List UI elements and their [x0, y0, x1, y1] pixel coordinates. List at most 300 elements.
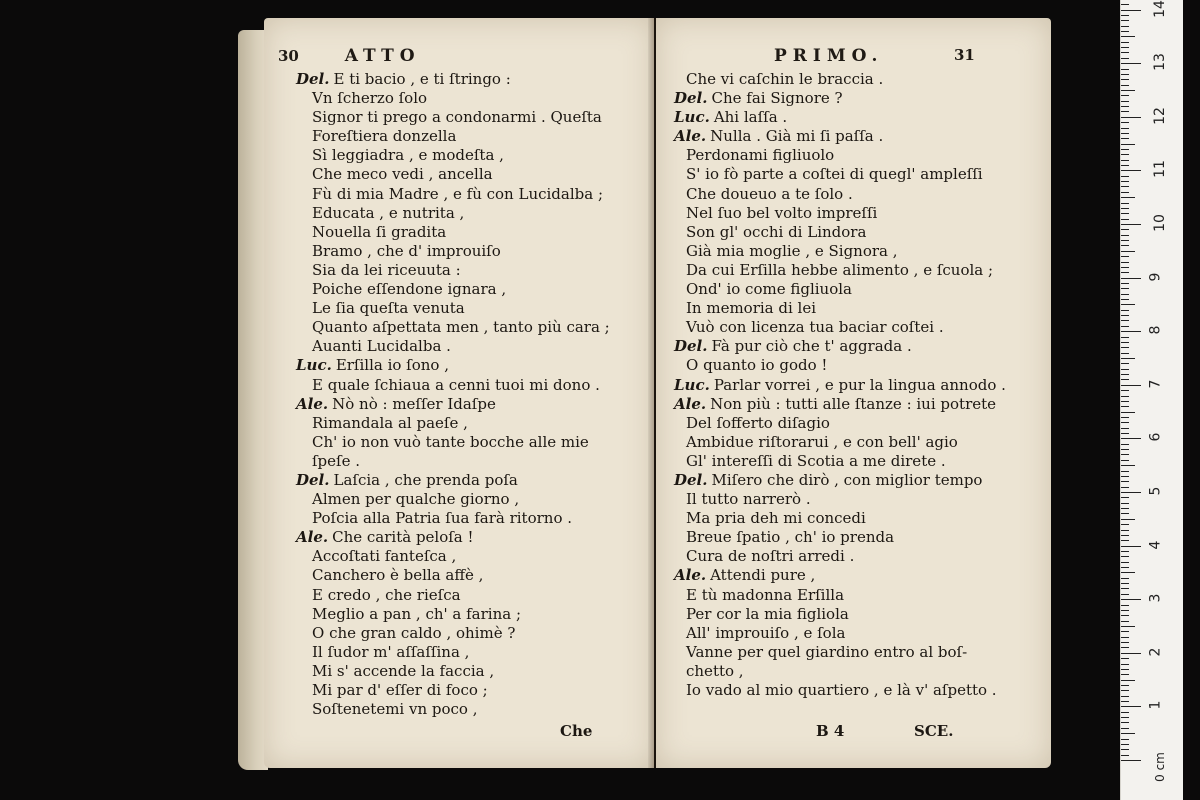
ruler-tick: [1121, 465, 1135, 466]
verse-text: Che vi caſchin le braccia .: [686, 70, 884, 88]
ruler-tick: [1121, 653, 1141, 654]
left-page-number: 30: [278, 47, 299, 65]
ruler-tick: [1121, 572, 1135, 573]
ruler-tick: [1121, 90, 1135, 91]
verse-text: Sia da lei riceuuta :: [312, 260, 461, 279]
text-line: [656, 337, 1051, 356]
verse-text: O quanto io godo !: [686, 356, 828, 375]
ruler-label: 10: [1151, 214, 1168, 232]
text-line: [264, 662, 654, 681]
text-line: [264, 586, 654, 605]
verse-text: Son gl' occhi di Lindora: [686, 222, 867, 241]
text-line: [656, 547, 1051, 566]
ruler-label: 1: [1147, 700, 1164, 710]
verse-text: Foreſtiera donzella: [312, 127, 457, 146]
ruler-tick: [1121, 567, 1129, 568]
text-line: [264, 185, 654, 204]
text-line: [656, 185, 1051, 204]
ruler-tick: [1121, 647, 1129, 648]
ruler-tick: [1121, 213, 1129, 214]
ruler-label: 5: [1147, 486, 1164, 496]
verse-text: Che carità peloſa !: [332, 528, 474, 547]
ruler-tick: [1121, 149, 1129, 150]
ruler-tick: [1121, 642, 1129, 643]
ruler-tick: [1121, 4, 1129, 5]
ruler-tick: [1121, 31, 1129, 32]
right-page-number: 31: [954, 46, 975, 64]
ruler-tick: [1121, 760, 1141, 761]
ruler-tick: [1121, 744, 1129, 745]
text-line: [264, 624, 654, 643]
ruler-tick: [1121, 240, 1129, 241]
text-line: [264, 223, 654, 242]
ruler-tick: [1121, 315, 1129, 316]
left-page-text: [264, 70, 654, 719]
ruler-tick: [1121, 755, 1129, 756]
ruler-tick: [1121, 481, 1129, 482]
ruler-tick: [1121, 621, 1129, 622]
ruler-tick: [1121, 417, 1129, 418]
text-line: [264, 89, 654, 108]
right-page-running-title: PRIMO.: [774, 46, 884, 66]
ruler-label: 2: [1147, 647, 1164, 657]
text-line: [656, 643, 1051, 662]
ruler-tick: [1121, 588, 1129, 589]
verse-text: Il tutto narrerò .: [686, 490, 811, 509]
ruler-tick: [1121, 101, 1129, 102]
ruler-label: 14: [1151, 0, 1168, 18]
verse-text: Bramo , che d' improuiſo: [312, 241, 501, 260]
ruler-unit: 0 cm: [1152, 752, 1167, 782]
verse-text: Mi s' accende la faccia ,: [312, 661, 495, 680]
text-line: [264, 337, 654, 356]
left-page-running-title: ATTO: [344, 46, 421, 66]
ruler-tick: [1121, 181, 1129, 182]
ruler-tick: [1121, 615, 1129, 616]
verse-text: Per cor la mia figliola: [686, 604, 849, 623]
ruler-tick: [1121, 626, 1135, 627]
verse-text: Canchero è bella affè ,: [312, 566, 484, 585]
left-page: [264, 18, 654, 768]
ruler-tick: [1121, 272, 1129, 273]
ruler-tick: [1121, 294, 1129, 295]
verse-text: Parlar vorrei , e pur la lingua annodo .: [713, 375, 1006, 394]
ruler-tick: [1121, 42, 1129, 43]
speaker-label: Ale.: [674, 127, 707, 146]
ruler-tick: [1121, 605, 1129, 606]
ruler-tick: [1121, 444, 1129, 445]
verse-text: Signor ti prego a condonarmi . Queſta: [312, 108, 602, 127]
ruler-tick: [1121, 749, 1129, 750]
ruler-tick: [1121, 342, 1129, 343]
text-line: [656, 681, 1051, 700]
ruler-tick: [1121, 347, 1129, 348]
ruler-tick: [1121, 267, 1129, 268]
ruler-tick: [1121, 353, 1129, 354]
ruler-tick: [1121, 428, 1129, 429]
ruler-tick: [1121, 219, 1129, 220]
verse-text: Ahi laſſa .: [713, 108, 788, 127]
ruler-tick: [1121, 256, 1129, 257]
verse-text: Nel ſuo bel volto impreſſi: [686, 203, 878, 222]
text-line: [656, 586, 1051, 605]
ruler-tick: [1121, 497, 1129, 498]
ruler-tick: [1121, 706, 1141, 707]
ruler-tick: [1121, 513, 1129, 514]
verse-text: E credo , che rieſca: [312, 585, 461, 604]
ruler-tick: [1121, 492, 1141, 493]
text-line: [656, 528, 1051, 547]
text-line: [264, 490, 654, 509]
ruler-tick: [1121, 674, 1129, 675]
ruler-tick: [1121, 144, 1135, 145]
ruler-tick: [1121, 685, 1129, 686]
right-page-signature: B 4: [816, 722, 845, 740]
verse-text: Vuò con licenza tua baciar coſtei .: [686, 318, 944, 337]
verse-text: S' io fò parte a coſtei di quegl' ampleſſi: [686, 165, 983, 184]
verse-text: Meglio a pan , ch' a farina ;: [312, 604, 522, 623]
ruler-tick: [1121, 235, 1129, 236]
ruler-tick: [1121, 460, 1129, 461]
text-line: [656, 89, 1051, 108]
text-line: [264, 108, 654, 127]
verse-text: Nouella ſi gradita: [312, 222, 447, 241]
verse-text: Che doueuo a te ſolo .: [686, 184, 853, 203]
text-line: [264, 376, 654, 395]
ruler-tick: [1121, 85, 1129, 86]
ruler-tick: [1121, 487, 1129, 488]
ruler-tick: [1121, 701, 1129, 702]
speaker-label: Del.: [296, 70, 330, 88]
ruler-tick: [1121, 251, 1135, 252]
ruler-tick: [1121, 385, 1141, 386]
text-line: [656, 452, 1051, 471]
verse-text: Miſero che dirò , con miglior tempo: [711, 470, 983, 489]
verse-text: Perdonami figliuolo: [686, 146, 835, 165]
verse-text: Attendi pure ,: [710, 566, 816, 585]
ruler-label: 6: [1147, 432, 1164, 442]
verse-text: Gl' intereſſi di Scotia a me direte .: [686, 451, 946, 470]
text-line: [656, 127, 1051, 146]
verse-text: Nò nò : meſſer Idaſpe: [332, 394, 496, 413]
ruler-tick: [1121, 36, 1135, 37]
text-line: [656, 605, 1051, 624]
ruler-tick: [1121, 160, 1129, 161]
ruler-tick: [1121, 406, 1129, 407]
speaker-label: Ale.: [296, 528, 329, 547]
ruler-tick: [1121, 278, 1141, 279]
text-line: [264, 395, 654, 414]
verse-text: O che gran caldo , ohimè ?: [312, 623, 516, 642]
text-line: [656, 395, 1051, 414]
verse-text: Vn ſcherzo ſolo: [312, 89, 428, 108]
ruler-tick: [1121, 245, 1129, 246]
ruler-tick: [1121, 669, 1129, 670]
ruler-label: 7: [1147, 379, 1164, 389]
text-line: [656, 204, 1051, 223]
ruler-tick: [1121, 47, 1129, 48]
left-page-catchword: Che: [560, 722, 593, 740]
text-line: [656, 414, 1051, 433]
ruler-tick: [1121, 122, 1129, 123]
ruler-tick: [1121, 390, 1129, 391]
right-page-text: [656, 70, 1051, 700]
ruler-tick: [1121, 690, 1129, 691]
ruler-tick: [1121, 535, 1129, 536]
text-line: [264, 165, 654, 184]
ruler-tick: [1121, 10, 1141, 11]
text-line: [656, 299, 1051, 318]
ruler-tick: [1121, 508, 1129, 509]
verse-text: Soſtenetemi vn poco ,: [312, 700, 478, 719]
ruler-tick: [1121, 717, 1129, 718]
verse-text: Fù di mia Madre , e fù con Lucidalba ;: [312, 184, 604, 203]
verse-text: Poiche eſſendone ignara ,: [312, 280, 507, 299]
text-line: [656, 509, 1051, 528]
ruler-tick: [1121, 664, 1129, 665]
text-line: [264, 204, 654, 223]
ruler-tick: [1121, 326, 1129, 327]
ruler-tick: [1121, 728, 1129, 729]
text-line: [656, 356, 1051, 375]
ruler-tick: [1121, 128, 1129, 129]
ruler-tick: [1121, 20, 1129, 21]
ruler-tick: [1121, 63, 1141, 64]
text-line: [656, 165, 1051, 184]
text-line: [264, 318, 654, 337]
text-line: [656, 146, 1051, 165]
ruler-tick: [1121, 304, 1135, 305]
ruler-tick: [1121, 58, 1129, 59]
verse-text: Ma pria deh mi concedi: [686, 509, 866, 528]
speaker-label: Del.: [674, 337, 708, 356]
ruler-tick: [1121, 578, 1129, 579]
ruler-tick: [1121, 449, 1129, 450]
ruler-tick: [1121, 337, 1129, 338]
left-page-header: [278, 46, 648, 66]
text-line: [656, 490, 1051, 509]
text-line: [264, 566, 654, 585]
ruler-tick: [1121, 117, 1141, 118]
ruler-tick: [1121, 154, 1129, 155]
ruler-label: 13: [1151, 53, 1168, 72]
text-line: [656, 376, 1051, 395]
verse-text: Sì leggiadra , e modeſta ,: [312, 146, 504, 165]
verse-text: Io vado al mio quartiero , e là v' aſpetto .: [686, 681, 997, 699]
ruler-tick: [1121, 530, 1129, 531]
verse-text: Auanti Lucidalba .: [312, 337, 451, 356]
text-line: [264, 433, 654, 452]
ruler-tick: [1121, 197, 1135, 198]
text-line: [264, 509, 654, 528]
ruler-tick: [1121, 739, 1129, 740]
text-line: [264, 299, 654, 318]
ruler-tick: [1121, 471, 1129, 472]
ruler-tick: [1121, 524, 1129, 525]
ruler-tick: [1121, 74, 1129, 75]
verse-text: Mi par d' eſſer di foco ;: [312, 681, 488, 699]
speaker-label: Ale.: [674, 394, 707, 413]
verse-text: Erſilla io ſono ,: [335, 356, 449, 375]
verse-text: Cura de noſtri arredi .: [686, 547, 855, 566]
verse-text: Educata , e nutrita ,: [312, 203, 465, 222]
ruler-tick: [1121, 454, 1129, 455]
ruler-tick: [1121, 696, 1129, 697]
ruler-tick: [1121, 722, 1129, 723]
verse-text: Breue ſpatio , ch' io prenda: [686, 528, 895, 547]
text-line: [656, 108, 1051, 127]
speaker-label: Del.: [674, 89, 708, 108]
ruler-tick: [1121, 433, 1129, 434]
verse-text: Almen per qualche giorno ,: [312, 490, 520, 509]
text-line: [656, 280, 1051, 299]
ruler-tick: [1121, 438, 1141, 439]
verse-text: Vanne per quel giardino entro al boſ-: [686, 642, 968, 661]
ruler-tick: [1121, 422, 1129, 423]
verse-text: Già mia moglie , e Signora ,: [686, 241, 898, 260]
ruler-tick: [1121, 106, 1129, 107]
text-line: [264, 280, 654, 299]
verse-text: E tù madonna Erſilla: [686, 585, 845, 604]
verse-text: Fà pur ciò che t' aggrada .: [711, 337, 912, 356]
speaker-label: Luc.: [674, 375, 710, 394]
ruler-tick: [1121, 203, 1129, 204]
verse-text: Ch' io non vuò tante bocche alle mie: [312, 432, 589, 451]
ruler-tick: [1121, 519, 1135, 520]
ruler-tick: [1121, 299, 1129, 300]
ruler-tick: [1121, 69, 1129, 70]
ruler-tick: [1121, 95, 1129, 96]
ruler-tick: [1121, 599, 1141, 600]
ruler-tick: [1121, 229, 1129, 230]
ruler-tick: [1121, 331, 1141, 332]
text-line: [264, 356, 654, 375]
ruler-tick: [1121, 540, 1129, 541]
text-line: [264, 547, 654, 566]
verse-text: Che fai Signore ?: [711, 89, 843, 108]
speaker-label: Ale.: [296, 394, 329, 413]
text-line: [264, 471, 654, 490]
speaker-label: Luc.: [296, 356, 332, 375]
ruler-tick: [1121, 186, 1129, 187]
verse-text: Il ſudor m' aſſaſſina ,: [312, 642, 470, 661]
text-line: [264, 528, 654, 547]
text-line: [656, 70, 1051, 89]
ruler-tick: [1121, 320, 1129, 321]
verse-text: Laſcia , che prenda poſa: [333, 470, 518, 489]
verse-text: E ti bacio , e ti ſtringo :: [333, 70, 511, 88]
text-line: [656, 223, 1051, 242]
verse-text: Nulla . Già mi ſi paſſa .: [710, 127, 884, 146]
text-line: [264, 681, 654, 700]
text-line: [264, 605, 654, 624]
ruler-label: 3: [1147, 593, 1164, 603]
ruler-tick: [1121, 680, 1135, 681]
verse-text: E quale ſchiaua a cenni tuoi mi dono .: [312, 375, 600, 394]
ruler-tick: [1121, 176, 1129, 177]
text-line: [264, 127, 654, 146]
speaker-label: Del.: [296, 470, 330, 489]
ruler-tick: [1121, 412, 1135, 413]
ruler-tick: [1121, 546, 1141, 547]
ruler-tick: [1121, 262, 1129, 263]
ruler-tick: [1121, 192, 1129, 193]
ruler-tick: [1121, 374, 1129, 375]
speaker-label: Ale.: [674, 566, 707, 585]
right-page-catchword: SCE.: [914, 722, 954, 740]
verse-text: Del ſofferto diſagio: [686, 413, 830, 432]
ruler-tick: [1121, 658, 1129, 659]
ruler-tick: [1121, 631, 1129, 632]
ruler-tick: [1121, 208, 1129, 209]
measurement-ruler: [1120, 0, 1183, 800]
ruler-tick: [1121, 379, 1129, 380]
verse-text: Che meco vedi , ancella: [312, 165, 493, 184]
verse-text: In memoria di lei: [686, 299, 817, 318]
ruler-tick: [1121, 610, 1129, 611]
ruler-tick: [1121, 283, 1129, 284]
ruler-label: 9: [1147, 272, 1164, 282]
text-line: [656, 471, 1051, 490]
text-line: [656, 242, 1051, 261]
text-line: [656, 566, 1051, 585]
ruler-label: 12: [1151, 106, 1168, 125]
text-line: [656, 662, 1051, 681]
ruler-label: 8: [1147, 325, 1164, 335]
ruler-tick: [1121, 594, 1129, 595]
verse-text: Le ſia queſta venuta: [312, 299, 465, 318]
ruler-tick: [1121, 637, 1129, 638]
text-line: [264, 700, 654, 719]
ruler-tick: [1121, 562, 1129, 563]
verse-text: ſpeſe .: [312, 451, 360, 470]
open-book: [238, 14, 1053, 774]
ruler-tick: [1121, 138, 1129, 139]
ruler-tick: [1121, 503, 1129, 504]
verse-text: Quanto aſpettata men , tanto più cara ;: [312, 318, 610, 337]
ruler-tick: [1121, 52, 1129, 53]
text-line: [656, 318, 1051, 337]
ruler-tick: [1121, 310, 1129, 311]
verse-text: Non più : tutti alle ſtanze : iui potrete: [710, 394, 997, 413]
right-page: [656, 18, 1051, 768]
ruler-tick: [1121, 363, 1129, 364]
text-line: [656, 433, 1051, 452]
text-line: [264, 242, 654, 261]
text-line: [264, 643, 654, 662]
verse-text: Ond' io come figliuola: [686, 280, 852, 299]
ruler-tick: [1121, 165, 1129, 166]
ruler-tick: [1121, 170, 1141, 171]
text-line: [656, 261, 1051, 280]
text-line: [264, 70, 654, 89]
text-line: [264, 414, 654, 433]
ruler-tick: [1121, 556, 1129, 557]
ruler-tick: [1121, 26, 1129, 27]
ruler-tick: [1121, 551, 1129, 552]
text-line: [264, 146, 654, 165]
ruler-label: 4: [1147, 540, 1164, 550]
ruler-tick: [1121, 288, 1129, 289]
text-line: [264, 452, 654, 471]
ruler-tick: [1121, 358, 1135, 359]
ruler-tick: [1121, 133, 1129, 134]
text-line: [656, 624, 1051, 643]
verse-text: Rimandala al paeſe ,: [312, 413, 468, 432]
ruler-tick: [1121, 396, 1129, 397]
speaker-label: Luc.: [674, 108, 710, 127]
ruler-label: 11: [1151, 160, 1168, 179]
